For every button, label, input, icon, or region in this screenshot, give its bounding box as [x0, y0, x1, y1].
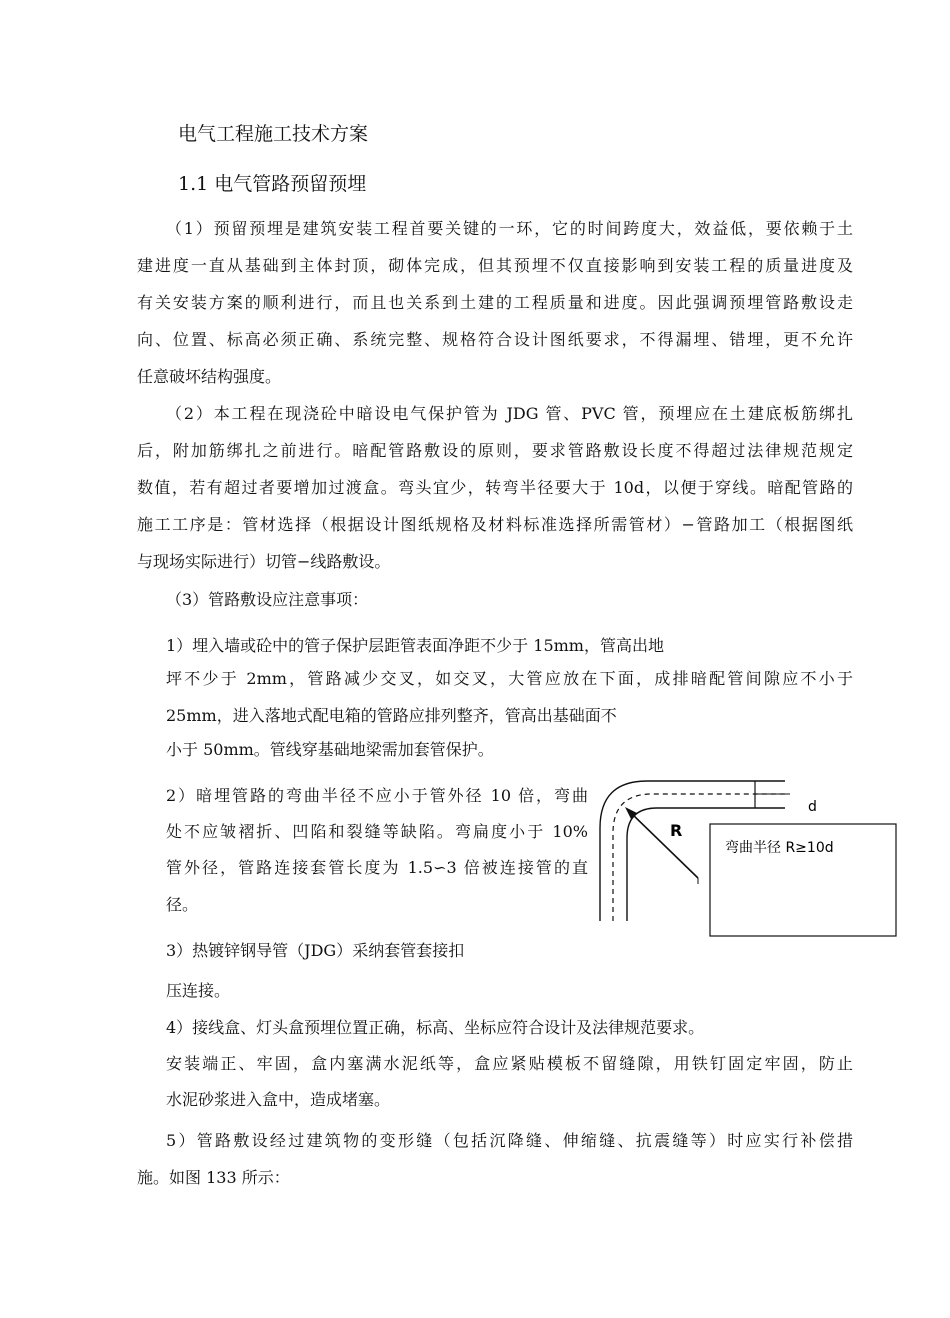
radius-label: R: [670, 821, 683, 840]
paragraph-2-line: （2）本工程在现浇砼中暗设电气保护管为 JDG 管、PVC 管，预埋应在土建底板筋绑扎: [166, 404, 853, 423]
item-4-line: 水泥砂浆进入盒中，造成堵塞。: [166, 1090, 391, 1109]
paragraph-2-line: 后，附加筋绑扎之前进行。暗配管路敷设的原则，要求管路敷设长度不得超过法律规范规定: [137, 441, 853, 460]
item-3-line: 压连接。: [166, 981, 231, 1000]
item-2-line: 2）暗埋管路的弯曲半径不应小于管外径 10 倍，弯曲: [166, 786, 588, 805]
paragraph-3: （3）管路敷设应注意事项：: [166, 590, 369, 609]
item-4-line: 4）接线盒、灯头盒预埋位置正确，标高、坐标应符合设计及法律规范要求。: [166, 1018, 705, 1037]
paragraph-1-line: 任意破坏结构强度。: [137, 367, 282, 386]
item-1-line: 小于 50mm。管线穿基础地梁需加套管保护。: [166, 740, 494, 759]
item-3-line: 3）热镀锌钢导管（JDG）采纳套管套接扣: [166, 941, 465, 960]
item-2-line: 管外径，管路连接套管长度为 1.5∽3 倍被连接管的直: [166, 858, 588, 877]
item-5-line: 施。如图 133 所示：: [137, 1168, 290, 1187]
item-1-line: 25mm，进入落地式配电箱的管路应排列整齐，管高出基础面不: [166, 706, 617, 725]
radius-arrow: [629, 811, 698, 878]
item-1-line: 坪不少于 2mm，管路减少交叉，如交叉，大管应放在下面，成排暗配管间隙应不小于: [166, 669, 853, 688]
paragraph-1-line: （1）预留预埋是建筑安装工程首要关键的一环，它的时间跨度大，效益低，要依赖于土: [166, 219, 853, 238]
paragraph-1-line: 有关安装方案的顺利进行，而且也关系到土建的工程质量和进度。因此强调预埋管路敷设走: [137, 293, 853, 312]
item-2-line: 径。: [166, 895, 199, 914]
paragraph-2-line: 与现场实际进行）切管−线路敷设。: [137, 552, 391, 571]
bend-radius-figure: [595, 778, 900, 938]
dimension-d-label: d: [808, 799, 817, 815]
section-heading: 1.1 电气管路预留预埋: [178, 173, 367, 195]
pipe-centerline: [613, 794, 785, 921]
item-1-line: 1）埋入墙或砼中的管子保护层距管表面净距不少于 15mm，管高出地: [166, 636, 664, 655]
paragraph-1-line: 向、位置、标高必须正确、系统完整、规格符合设计图纸要求，不得漏埋、错埋，更不允许: [137, 330, 853, 349]
paragraph-1-line: 建进度一直从基础到主体封顶，砌体完成，但其预埋不仅直接影响到安装工程的质量进度及: [137, 256, 853, 275]
item-2-line: 处不应皱褶折、凹陷和裂缝等缺陷。弯扁度小于 10%: [166, 822, 588, 841]
figure-caption: 弯曲半径 R≥10d: [725, 840, 834, 856]
document-title: 电气工程施工技术方案: [178, 123, 369, 145]
paragraph-2-line: 数值，若有超过者要增加过渡盒。弯头宜少，转弯半径要大于 10d，以便于穿线。暗配管路的: [137, 478, 853, 497]
item-4-line: 安装端正、牢固，盒内塞满水泥纸等，盒应紧贴模板不留缝隙，用铁钉固定牢固，防止: [166, 1054, 853, 1073]
pipe-inner-wall: [627, 808, 785, 921]
paragraph-2-line: 施工工序是：管材选择（根据设计图纸规格及材料标准选择所需管材）−管路加工（根据图纸: [137, 515, 853, 534]
item-5-line: 5）管路敷设经过建筑物的变形缝（包括沉降缝、伸缩缝、抗震缝等）时应实行补偿措: [166, 1131, 853, 1150]
